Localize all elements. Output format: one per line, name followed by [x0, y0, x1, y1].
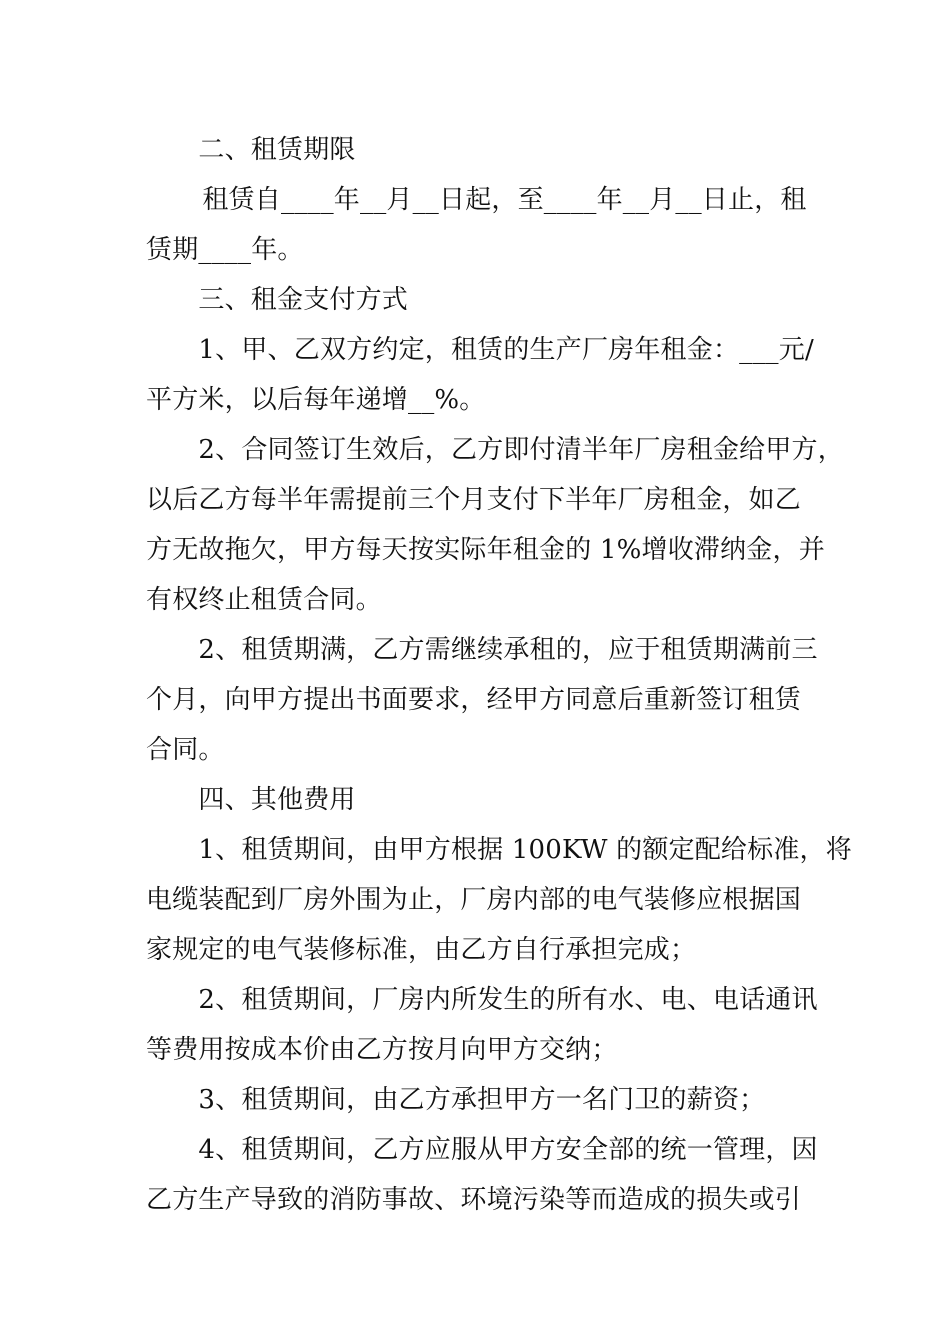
paragraph-line: 合同。 [146, 735, 225, 765]
paragraph-line: 家规定的电气装修标准，由乙方自行承担完成； [146, 935, 697, 965]
section-heading-rent-payment: 三、租金支付方式 [146, 285, 409, 315]
paragraph-line: 乙方生产导致的消防事故、环境污染等而造成的损失或引 [146, 1185, 802, 1215]
paragraph-line: 3、租赁期间，由乙方承担甲方一名门卫的薪资； [146, 1085, 766, 1115]
paragraph-line: 1、甲、乙双方约定，租赁的生产厂房年租金：___元/ [146, 335, 814, 365]
paragraph-line: 电缆装配到厂房外围为止，厂房内部的电气装修应根据国 [146, 885, 802, 915]
paragraph-line: 赁期____年。 [146, 235, 304, 265]
section-heading-other-fees: 四、其他费用 [146, 785, 356, 815]
section-heading-lease-term: 二、租赁期限 [146, 135, 356, 165]
paragraph-line: 1、租赁期间，由甲方根据 100KW 的额定配给标准，将 [146, 835, 852, 865]
paragraph-line: 2、合同签订生效后，乙方即付清半年厂房租金给甲方， [146, 435, 844, 465]
paragraph-line: 个月，向甲方提出书面要求，经甲方同意后重新签订租赁 [146, 685, 802, 715]
paragraph-line: 2、租赁期间，厂房内所发生的所有水、电、电话通讯 [146, 985, 818, 1015]
paragraph-line: 租赁自____年__月__日起，至____年__月__日止，租 [150, 185, 807, 215]
paragraph-line: 以后乙方每半年需提前三个月支付下半年厂房租金，如乙 [146, 485, 802, 515]
paragraph-line: 有权终止租赁合同。 [146, 585, 382, 615]
paragraph-line: 方无故拖欠，甲方每天按实际年租金的 1%增收滞纳金，并 [146, 535, 825, 565]
paragraph-line: 4、租赁期间，乙方应服从甲方安全部的统一管理，因 [146, 1135, 818, 1165]
paragraph-line: 平方米，以后每年递增__%。 [146, 385, 486, 415]
paragraph-line: 2、租赁期满，乙方需继续承租的，应于租赁期满前三 [146, 635, 818, 665]
paragraph-line: 等费用按成本价由乙方按月向甲方交纳； [146, 1035, 618, 1065]
